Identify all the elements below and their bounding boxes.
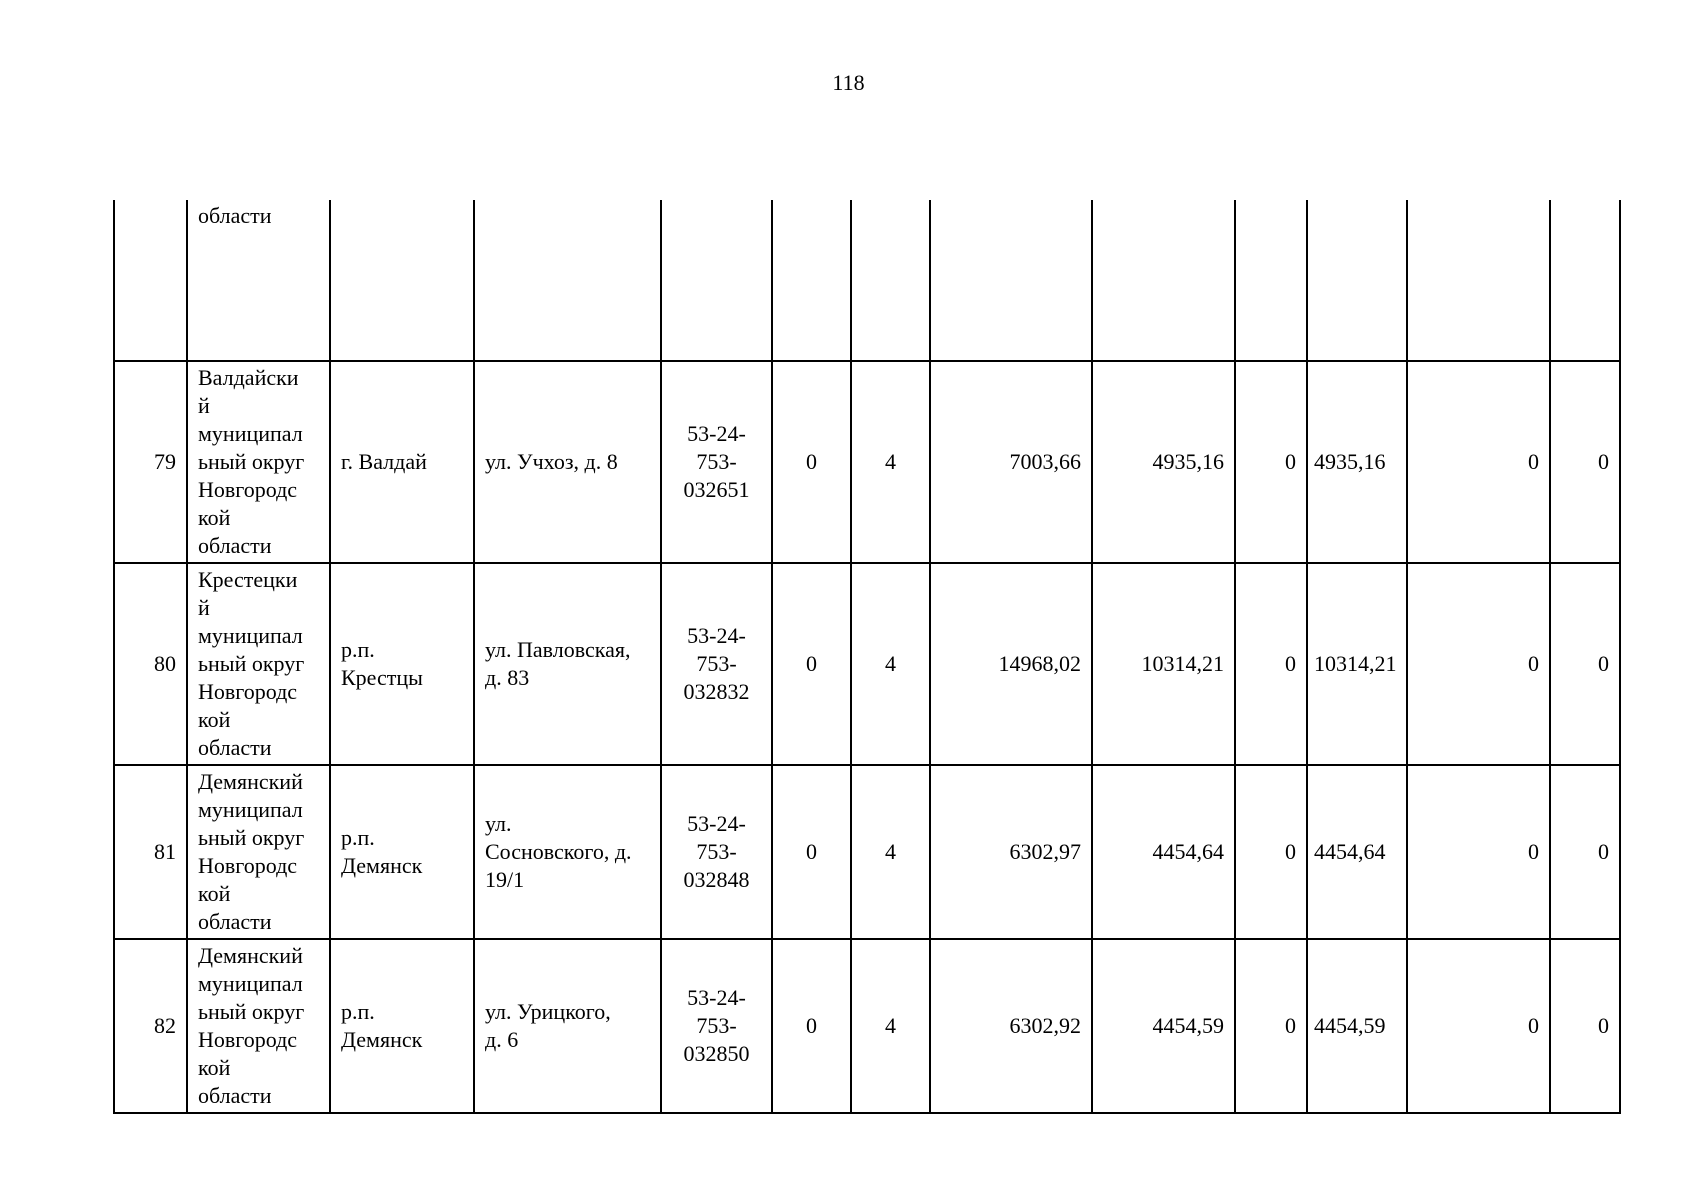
cell-c1: 0 [772,765,851,939]
cell-v4 [1407,200,1550,361]
cell-v3 [1307,200,1407,361]
cell-v4: 0 [1407,563,1550,765]
cell-v1: 4454,59 [1092,939,1235,1113]
cell-total: 6302,92 [930,939,1092,1113]
cell-no: 80 [114,563,187,765]
cell-address: ул. Урицкого, д. 6 [474,939,661,1113]
cell-v2: 0 [1235,563,1307,765]
cell-code: 53-24- 753- 032848 [661,765,772,939]
cell-v4: 0 [1407,765,1550,939]
cell-c1: 0 [772,361,851,563]
cell-v1: 10314,21 [1092,563,1235,765]
cell-v5 [1550,200,1620,361]
cell-total: 6302,97 [930,765,1092,939]
cell-total: 7003,66 [930,361,1092,563]
cell-settlement: г. Валдай [330,361,474,563]
cell-v4: 0 [1407,361,1550,563]
cell-no: 79 [114,361,187,563]
cell-v3: 4454,64 [1307,765,1407,939]
page-number: 118 [832,70,865,95]
cell-v2 [1235,200,1307,361]
cell-c2: 4 [851,361,930,563]
table-row [114,939,1620,1113]
cell-no [114,200,187,361]
cell-district: Крестецки й муниципал ьный округ Новгородс кой области [187,563,330,765]
cell-v1 [1092,200,1235,361]
cell-address: ул. Сосновского, д. 19/1 [474,765,661,939]
cell-total: 14968,02 [930,563,1092,765]
cell-v4: 0 [1407,939,1550,1113]
table-row [114,361,1620,563]
cell-v5: 0 [1550,563,1620,765]
cell-district: Демянский муниципал ьный округ Новгородс кой области [187,765,330,939]
cell-v5: 0 [1550,939,1620,1113]
table-row [114,765,1620,939]
cell-settlement: р.п. Демянск [330,765,474,939]
cell-settlement: р.п. Крестцы [330,563,474,765]
cell-c2: 4 [851,939,930,1113]
cell-district: Валдайски й муниципал ьный округ Новгородс кой области [187,361,330,563]
cell-total [930,200,1092,361]
cell-no: 82 [114,939,187,1113]
cell-district: Демянский муниципал ьный округ Новгородс кой области [187,939,330,1113]
cell-code [661,200,772,361]
cell-v2: 0 [1235,361,1307,563]
cell-v1: 4454,64 [1092,765,1235,939]
cell-c1: 0 [772,939,851,1113]
cell-code: 53-24- 753- 032850 [661,939,772,1113]
table-row [114,563,1620,765]
cell-v2: 0 [1235,939,1307,1113]
cell-district: области [187,200,330,361]
cell-address: ул. Учхоз, д. 8 [474,361,661,563]
cell-v5: 0 [1550,765,1620,939]
cell-c2 [851,200,930,361]
registry-table [113,200,1621,1114]
cell-address: ул. Павловская, д. 83 [474,563,661,765]
table-row-continuation [114,200,1620,361]
cell-c2: 4 [851,765,930,939]
cell-code: 53-24- 753- 032651 [661,361,772,563]
cell-address [474,200,661,361]
cell-c1: 0 [772,563,851,765]
cell-no: 81 [114,765,187,939]
cell-v5: 0 [1550,361,1620,563]
cell-c1 [772,200,851,361]
cell-v3: 4935,16 [1307,361,1407,563]
cell-v3: 4454,59 [1307,939,1407,1113]
cell-v1: 4935,16 [1092,361,1235,563]
cell-settlement: р.п. Демянск [330,939,474,1113]
cell-settlement [330,200,474,361]
cell-v3: 10314,21 [1307,563,1407,765]
cell-c2: 4 [851,563,930,765]
cell-code: 53-24- 753- 032832 [661,563,772,765]
cell-v2: 0 [1235,765,1307,939]
